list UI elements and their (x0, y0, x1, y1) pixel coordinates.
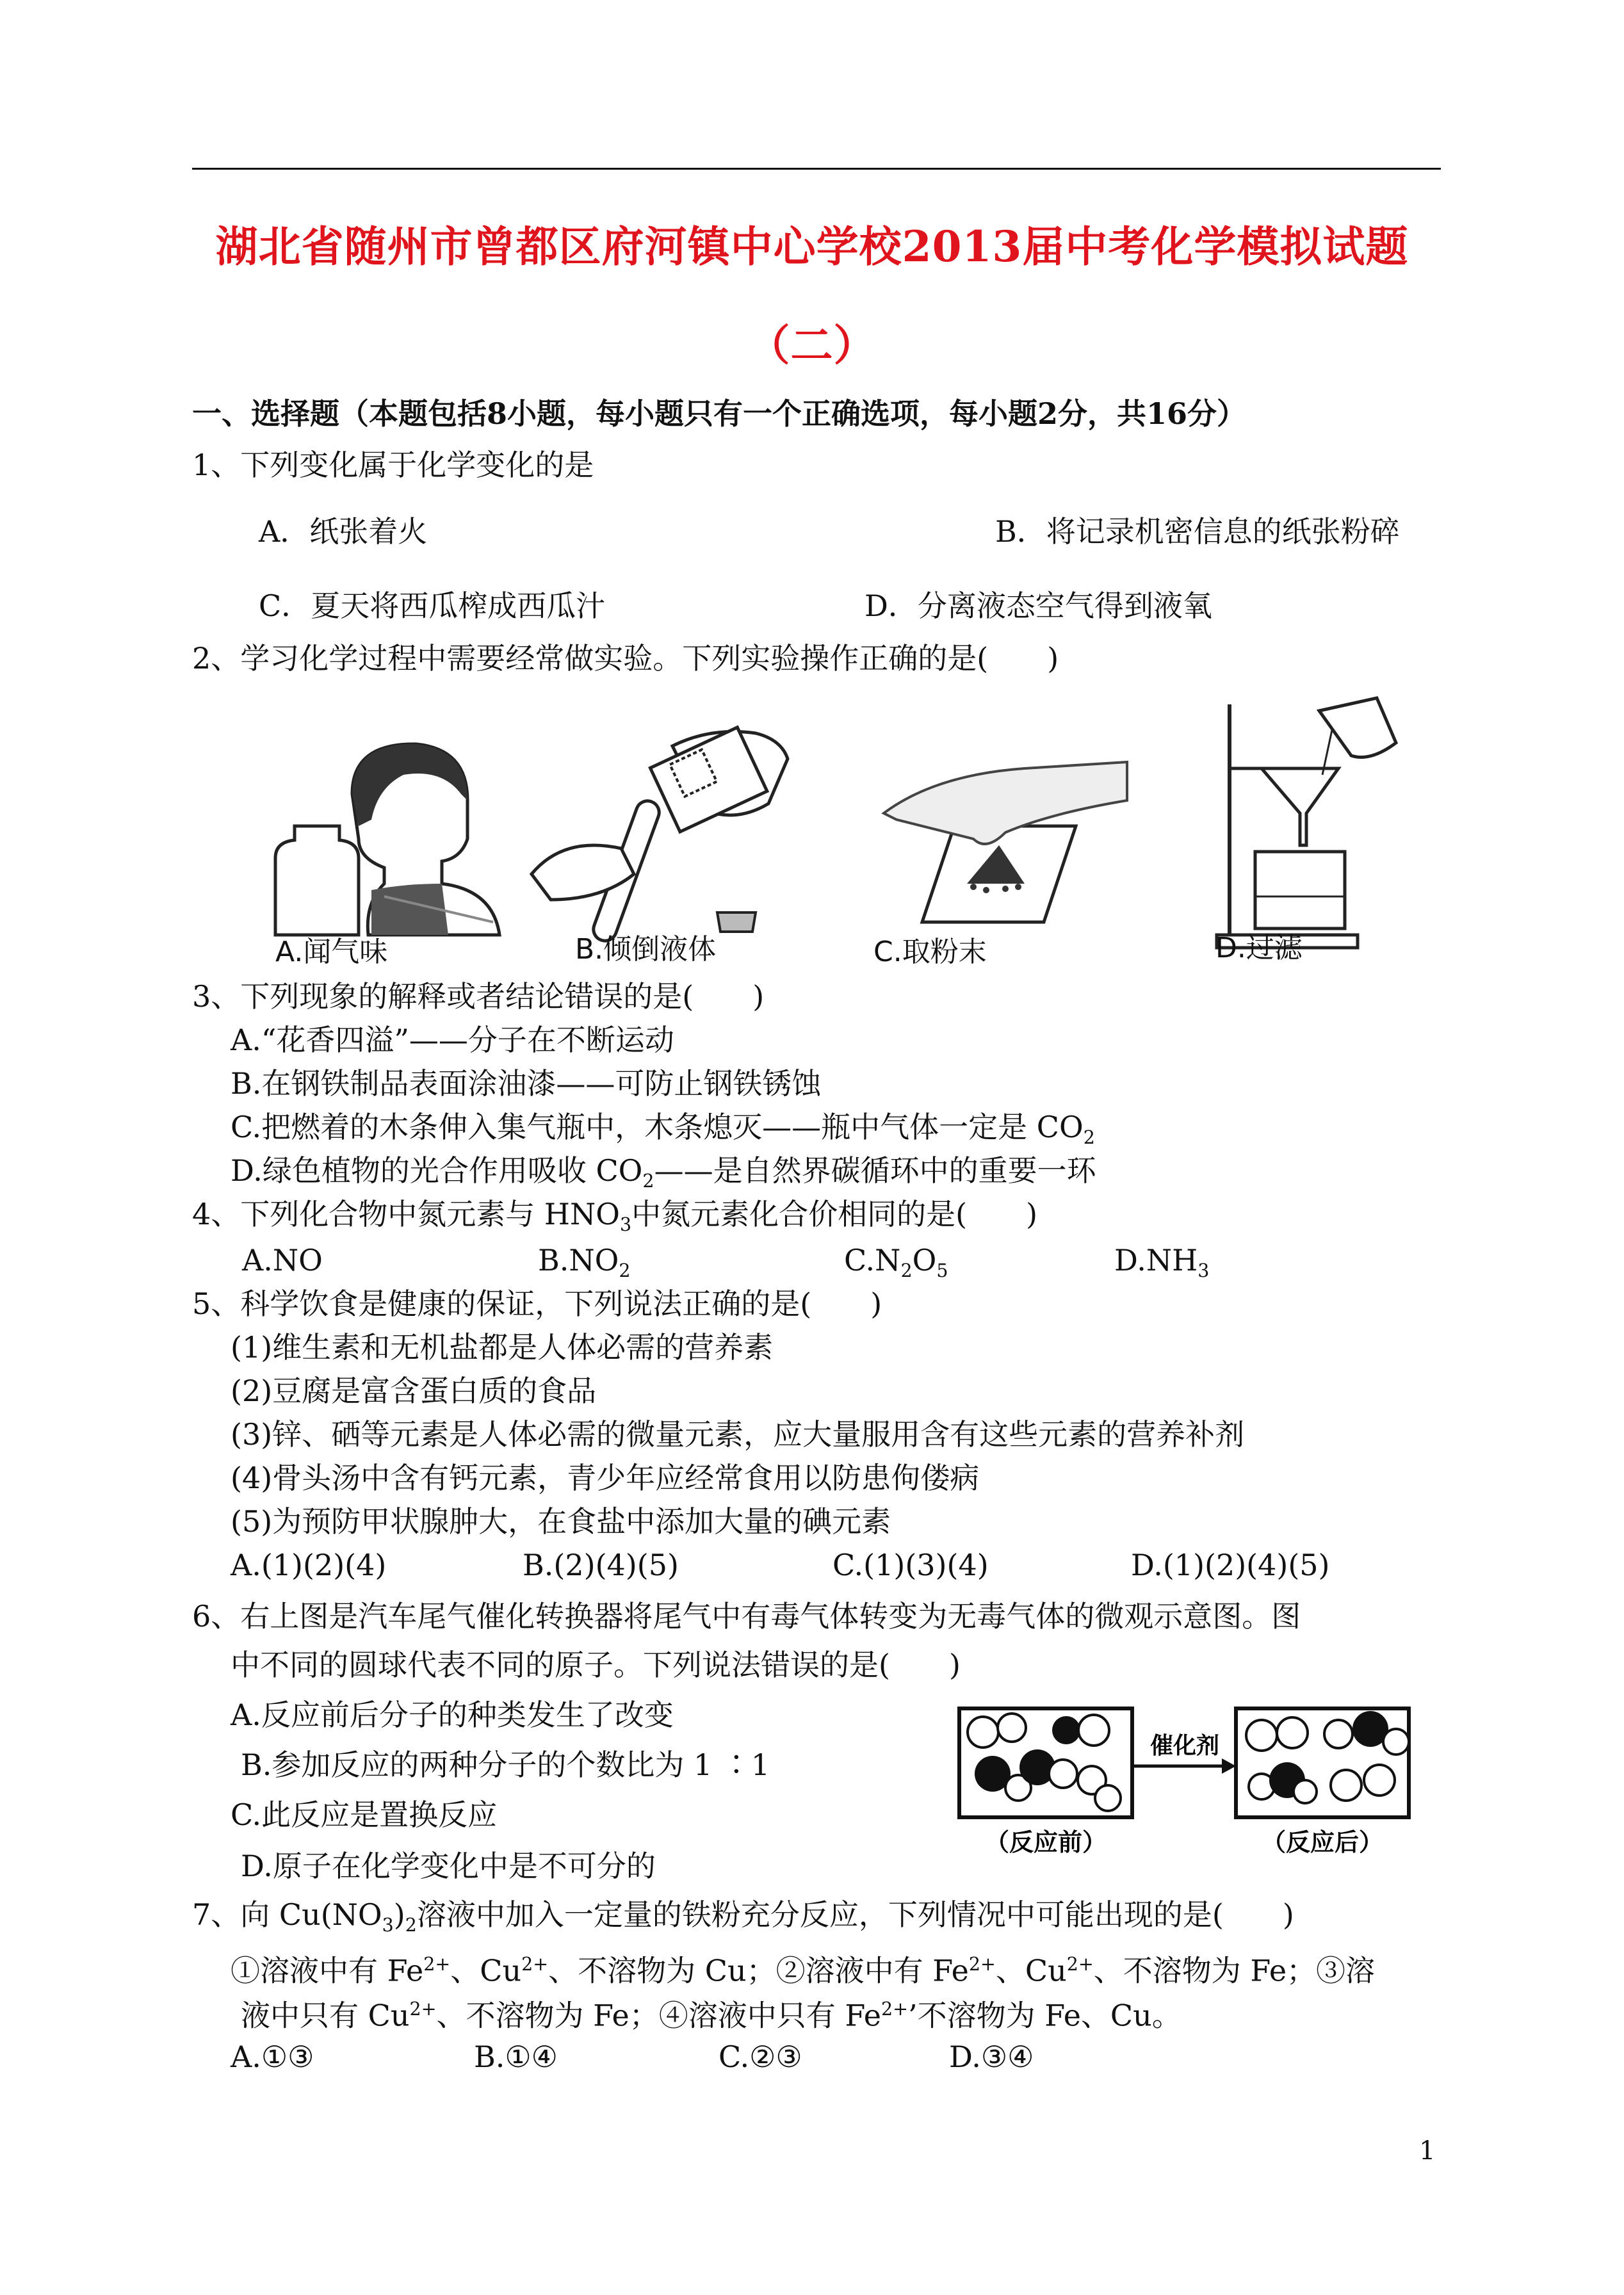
fig-d-caption: D.过滤 (1215, 932, 1303, 964)
q3-option-d: D.绿色植物的光合作用吸收 $CO_2——$是自然界碳循环中的重要一环 (231, 1153, 1096, 1192)
q7-condition-line2: 液中只有 $Cu^{2+}$、不溶物为 Fe；④溶液中只有 $Fe^{2+}$’不溶物为 Fe、Cu。 (241, 1998, 1181, 2033)
q6-stem-line2: 中不同的圆球代表不同的原子。下列说法错误的是( ) (231, 1648, 961, 1682)
q5-statement-1: (1)维生素和无机盐都是人体必需的营养素 (231, 1330, 774, 1365)
q5-statement-4: (4)骨头汤中含有钙元素，青少年应经常食用以防患佝偻病 (231, 1461, 980, 1495)
q6-option-d: D.原子在化学变化中是不可分的 (241, 1849, 656, 1883)
q4-stem: 4、下列化合物中氮元素与 $HNO_3$中氮元素化合价相同的是( ) (192, 1197, 1038, 1236)
q3-stem: 3、下列现象的解释或者结论错误的是( ) (192, 979, 765, 1014)
q5-stem: 5、科学饮食是健康的保证，下列说法正确的是( ) (192, 1286, 882, 1321)
q1-option-a: A．纸张着火 (259, 514, 428, 549)
q5-option-a: A.(1)(2)(4) (231, 1548, 387, 1582)
q3-option-a: A.“花香四溢”——分子在不断运动 (231, 1023, 674, 1057)
q1-option-b: B．将记录机密信息的纸张粉碎 (995, 514, 1400, 549)
q7-option-d: D.③④ (949, 2040, 1034, 2074)
q4-option-b: $B.NO_2$ (538, 1243, 631, 1282)
fig-b-caption: B.倾倒液体 (575, 933, 717, 966)
q5-statement-3: (3)锌、硒等元素是人体必需的微量元素，应大量服用含有这些元素的营养补剂 (231, 1417, 1245, 1452)
q6-stem-line1: 6、右上图是汽车尾气催化转换器将尾气中有毒气体转变为无毒气体的微观示意图。图 (192, 1599, 1301, 1634)
page-number: 1 (1419, 2136, 1436, 2166)
q5-option-c: C.(1)(3)(4) (832, 1548, 989, 1582)
q6-option-a: A.反应前后分子的种类发生了改变 (231, 1698, 674, 1732)
q7-stem: 7、向 $Cu(NO_3)_2$溶液中加入一定量的铁粉充分反应，下列情况中可能出现的是( ) (192, 1897, 1294, 1936)
q4-option-d: $D.NH_3$ (1114, 1243, 1210, 1282)
q1-option-d: D．分离液态空气得到液氧 (865, 588, 1212, 623)
q5-statement-5: (5)为预防甲状腺肿大，在食盐中添加大量的碘元素 (231, 1504, 891, 1539)
q5-statement-2: (2)豆腐是富含蛋白质的食品 (231, 1374, 597, 1408)
q7-condition-line1: ①溶液中有 $Fe^{2+}$、$Cu^{2+}$、不溶物为 Cu；②溶液中有 $Fe^{2+}$、$Cu^{2+}$、不溶物为 Fe；③溶 (231, 1953, 1376, 1988)
q2-stem: 2、学习化学过程中需要经常做实验。下列实验操作正确的是( ) (192, 641, 1059, 676)
fig-powder-icon (858, 756, 1140, 948)
exam-title: 湖北省随州市曾都区府河镇中心学校2013届中考化学模拟试题 (215, 222, 1409, 272)
q7-option-b: B.①④ (474, 2040, 558, 2074)
q4-option-a: A.NO (242, 1243, 323, 1277)
after-label: （反应后） (1261, 1828, 1384, 1856)
fig-filter-icon (1191, 692, 1434, 961)
header-rule (192, 168, 1441, 170)
q1-option-c: C．夏天将西瓜榨成西瓜汁 (259, 588, 606, 623)
q6-option-c: C.此反应是置换反应 (231, 1797, 498, 1832)
q1-stem: 1、下列变化属于化学变化的是 (192, 448, 594, 482)
fig-a-caption: A.闻气味 (275, 936, 388, 968)
q4-option-c: $C.N_2O_5$ (844, 1243, 948, 1282)
fig-pour-icon (525, 708, 794, 964)
q6-option-b: B.参加反应的两种分子的个数比为 1 ∶1 (241, 1748, 770, 1782)
catalyst-label: 催化剂 (1149, 1733, 1220, 1759)
q7-option-c: C.②③ (719, 2040, 802, 2074)
q7-option-a: A.①③ (231, 2040, 314, 2074)
section-heading: 一、选择题（本题包括8小题，每小题只有一个正确选项，每小题2分，共16分） (192, 396, 1247, 431)
q3-option-c: C.把燃着的木条伸入集气瓶中，木条熄灭——瓶中气体一定是 $CO_2$ (231, 1110, 1095, 1149)
q5-option-b: B.(2)(4)(5) (523, 1548, 679, 1582)
q3-option-b: B.在钢铁制品表面涂油漆——可防止钢铁锈蚀 (231, 1066, 822, 1101)
before-label: （反应前） (984, 1828, 1107, 1856)
reaction-diagram (954, 1703, 1441, 1863)
q5-option-d: D.(1)(2)(4)(5) (1131, 1548, 1330, 1582)
exam-subtitle: （二） (747, 320, 877, 370)
fig-c-caption: C.取粉末 (873, 936, 987, 968)
